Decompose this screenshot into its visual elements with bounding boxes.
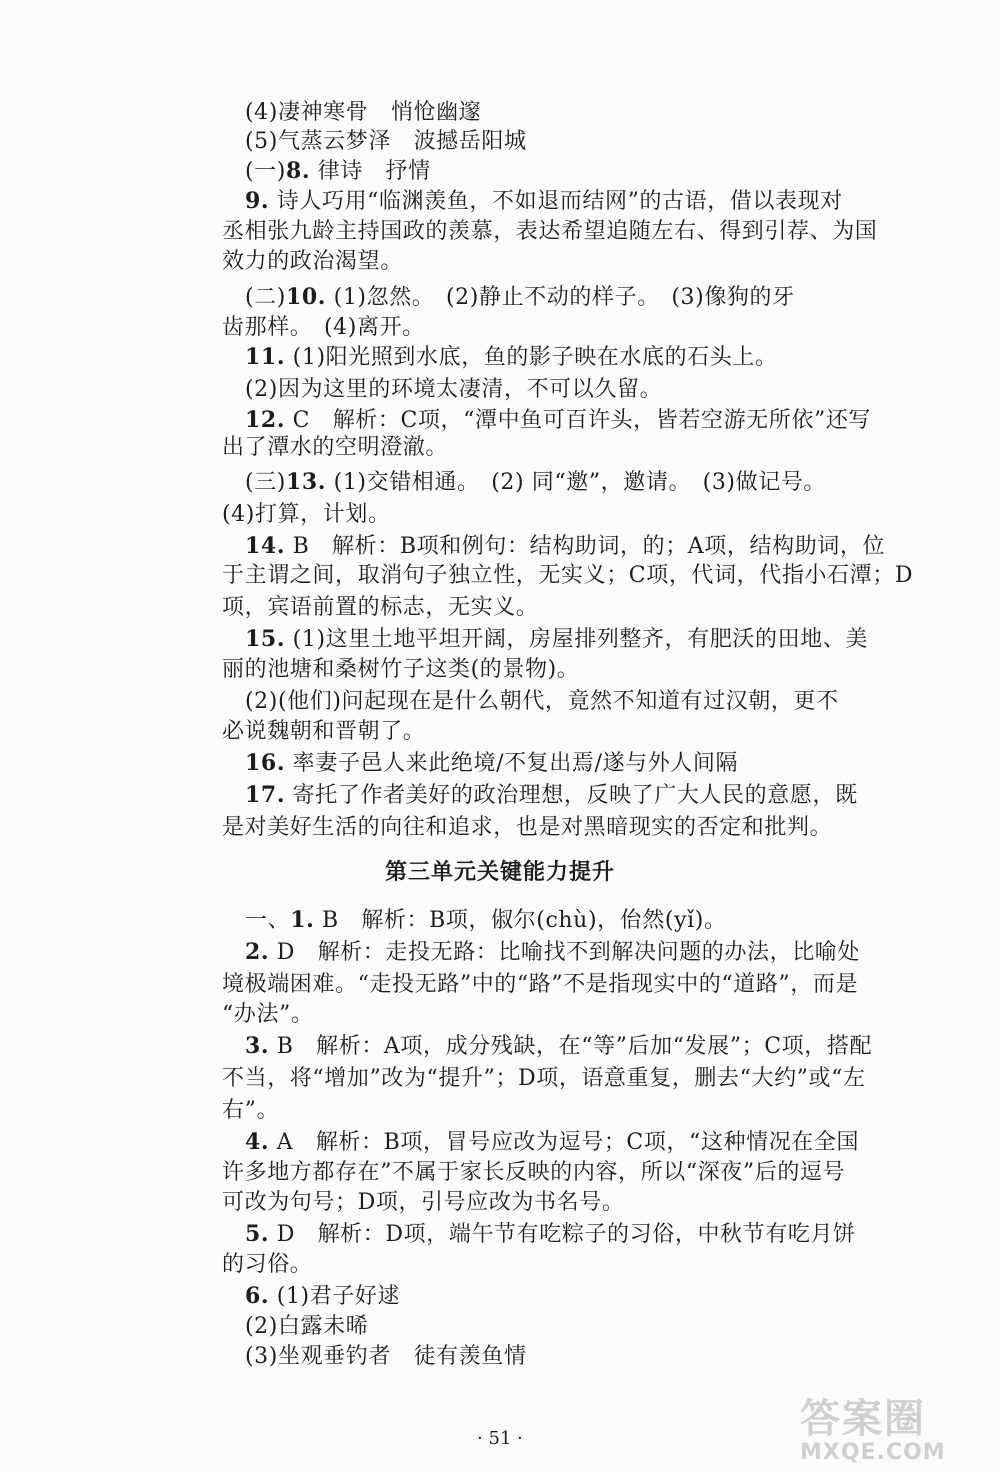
answer-line: (三)13. (1)交错相通。 (2) 同“邀”，邀请。 (3)做记号。 — [245, 469, 827, 495]
answer-line: (2)(他们)问起现在是什么朝代，竟然不知道有过汉朝，更不 — [245, 689, 839, 714]
answer-line: 许多地方都存在”不属于家长反映的内容，所以“深夜”后的逗号 — [222, 1160, 846, 1185]
answer-line: 9. 诗人巧用“临渊羡鱼，不如退而结网”的古语，借以表现对 — [245, 188, 843, 214]
answer-line: 3. B 解析：A项，成分残缺，在“等”后加“发展”；C项，搭配 — [245, 1033, 873, 1059]
answer-line: 右”。 — [222, 1098, 280, 1123]
answer-line: (二)10. (1)忽然。 (2)静止不动的样子。 (3)像狗的牙 — [245, 284, 795, 310]
answer-line: (一)8. 律诗 抒情 — [245, 158, 431, 184]
answer-line: 17. 寄托了作者美好的政治理想，反映了广大人民的意愿，既 — [245, 782, 858, 808]
answer-line: 不当，将“增加”改为“提升”；D项，语意重复，删去“大约”或“左 — [222, 1066, 866, 1091]
section-title: 第三单元关键能力提升 — [384, 860, 615, 885]
page-number: · 51 · — [477, 1428, 523, 1449]
answer-line: 于主谓之间，取消句子独立性，无实义；C项，代词，代指小石潭；D — [222, 563, 914, 588]
answer-line: 14. B 解析：B项和例句：结构助词，的；A项，结构助词，位 — [245, 533, 886, 559]
answer-line: 5. D 解析：D项，端午节有吃粽子的习俗，中秋节有吃月饼 — [245, 1221, 856, 1247]
answer-line: 齿那样。 (4)离开。 — [222, 315, 425, 340]
answer-line: 4. A 解析：B项，冒号应改为逗号；C项，“这种情况在全国 — [245, 1129, 860, 1155]
answer-line: 12. C 解析：C项，“潭中鱼可百许头，皆若空游无所依”还写 — [245, 407, 872, 433]
answer-line: 2. D 解析：走投无路：比喻找不到解决问题的办法，比喻处 — [245, 939, 861, 965]
watermark-text: 答案圈 — [800, 1396, 926, 1442]
answer-line: 出了潭水的空明澄澈。 — [222, 435, 449, 460]
watermark-url: MXQE.COM — [800, 1440, 946, 1465]
answer-line: 可改为句号；D项，引号应改为书名号。 — [222, 1190, 625, 1215]
answer-line: 6. (1)君子好逑 — [245, 1283, 401, 1309]
answer-line: 丞相张九龄主持国政的羡慕，表达希望追随左右、得到引荐、为国 — [222, 219, 878, 244]
answer-line: “办法”。 — [222, 1002, 314, 1027]
answer-line: 11. (1)阳光照到水底，鱼的影子映在水底的石头上。 — [245, 344, 778, 370]
answer-line: 一、1. B 解析：B项，俶尔(chù)，佁然(yǐ)。 — [245, 907, 727, 933]
answer-line: 项，宾语前置的标志，无实义。 — [222, 595, 539, 620]
answer-line: (2)因为这里的环境太凄清，不可以久留。 — [245, 377, 663, 402]
answer-line: (4)打算，计划。 — [222, 502, 391, 527]
answer-line: 丽的池塘和桑树竹子这类(的景物)。 — [222, 657, 580, 682]
answer-line: 必说魏朝和晋朝了。 — [222, 719, 426, 744]
answer-line: 的习俗。 — [222, 1252, 313, 1277]
answer-line: (3)坐观垂钓者 徒有羡鱼情 — [245, 1344, 527, 1369]
answer-line: 是对美好生活的向往和追求，也是对黑暗现实的否定和批判。 — [222, 815, 833, 840]
answer-line: 16. 率妻子邑人来此绝境/不复出焉/遂与外人间隔 — [245, 750, 739, 776]
answer-line: 15. (1)这里土地平坦开阔，房屋排列整齐，有肥沃的田地、美 — [245, 626, 869, 652]
answer-line: (2)白露未晞 — [245, 1314, 369, 1339]
answer-line: 境极端困难。“走投无路”中的“路”不是指现实中的“道路”，而是 — [222, 972, 859, 997]
watermark-logo — [800, 1398, 990, 1468]
answer-line: (5)气蒸云梦泽 波撼岳阳城 — [245, 129, 527, 154]
answer-line: (4)凄神寒骨 悄怆幽邃 — [245, 100, 482, 125]
answer-line: 效力的政治渴望。 — [222, 249, 403, 274]
